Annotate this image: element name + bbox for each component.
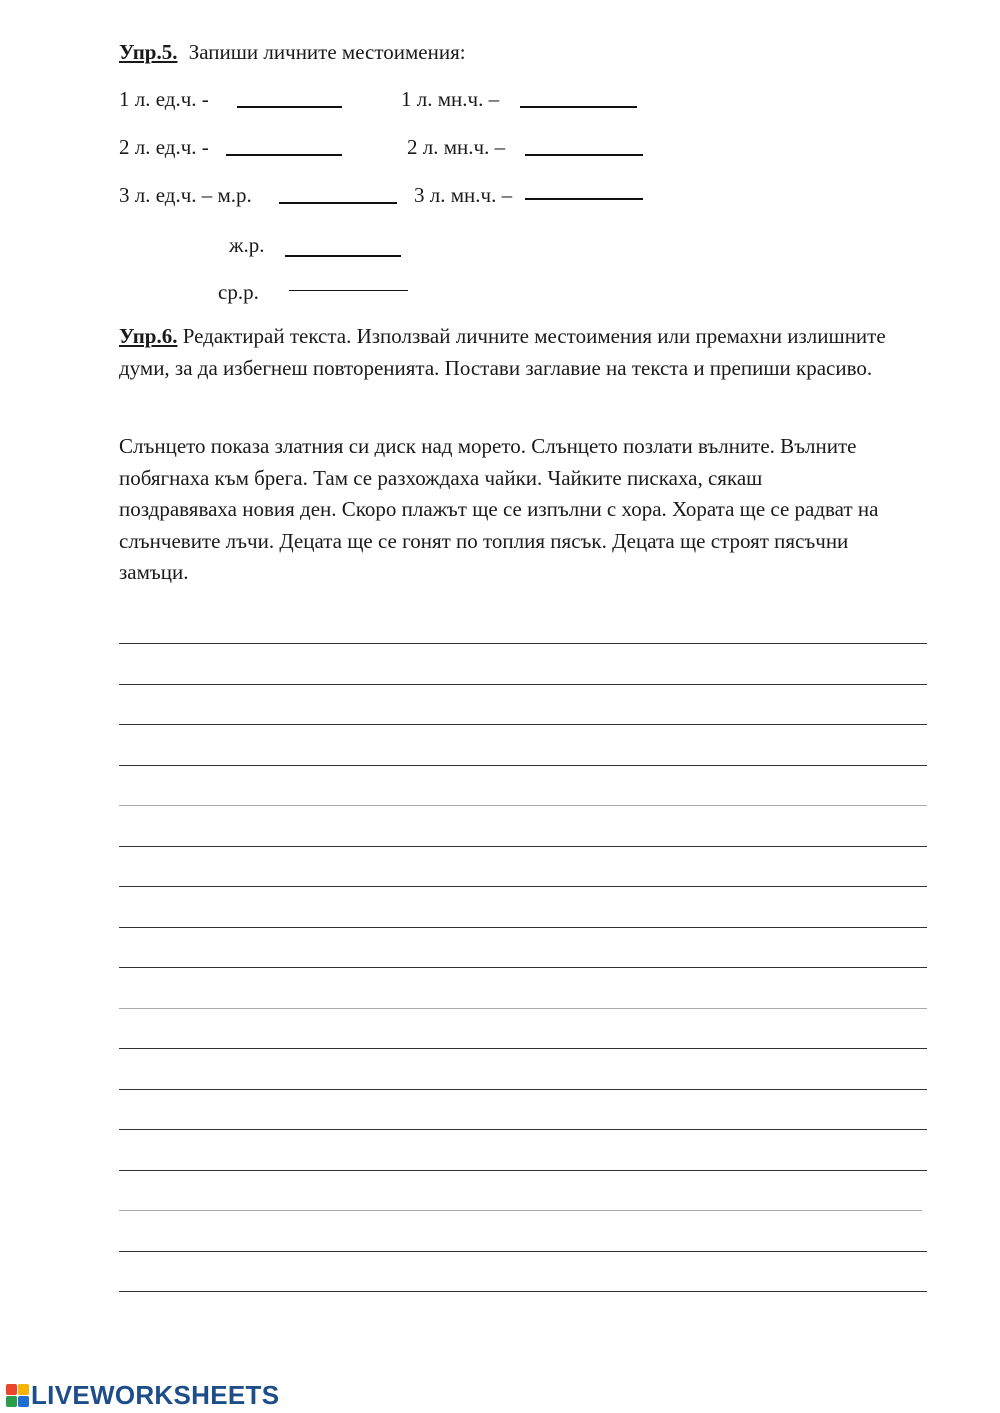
answer-blank-3l-fem[interactable] — [285, 255, 401, 257]
writing-line[interactable] — [119, 765, 927, 766]
brand-name: LIVEWORKSHEETS — [31, 1379, 280, 1410]
writing-line[interactable] — [119, 805, 927, 806]
row-neut-label: ср.р. — [218, 280, 259, 304]
writing-line[interactable] — [119, 927, 927, 928]
ex6-passage: Слънцето показа златния си диск над морето. Слънцето позлати вълните. Вълните побягнаха към брега. Там се разхождаха чайки. Чайките пискаха, сякаш поздравяваха новия ден. Скоро плажът ще се изпълни с хора. Хората ще се радват на слънчевите лъчи. Децата ще се гонят по топлия пясък. Децата ще строят пясъчни замъци. — [119, 434, 879, 584]
brand-block — [18, 1384, 29, 1395]
writing-line[interactable] — [119, 1089, 927, 1090]
writing-line[interactable] — [119, 967, 927, 968]
answer-blank-3l-neut[interactable] — [289, 290, 408, 291]
row-2l-plural-label: 2 л. мн.ч. – — [407, 135, 506, 159]
writing-line[interactable] — [119, 886, 927, 887]
writing-line[interactable] — [119, 846, 927, 847]
brand-block — [6, 1396, 17, 1407]
writing-line[interactable] — [119, 1048, 927, 1049]
writing-line[interactable] — [119, 1251, 927, 1252]
row-1l-plural-label: 1 л. мн.ч. – — [401, 87, 500, 111]
ex6-heading — [119, 321, 899, 384]
ex5-instruction: Запиши личните местоимения: — [188, 40, 466, 64]
ex6-label: Упр.6. — [119, 324, 178, 348]
ex5-heading — [119, 40, 466, 64]
answer-blank-3l-plural[interactable] — [525, 198, 643, 200]
row-1l-singular-label: 1 л. ед.ч. - — [119, 87, 209, 111]
writing-line[interactable] — [119, 1291, 927, 1292]
row-3l-singular-masc-label: 3 л. ед.ч. – м.р. — [119, 183, 252, 207]
answer-blank-2l-plural[interactable] — [525, 154, 643, 156]
writing-line[interactable] — [119, 1008, 927, 1009]
brand-block — [18, 1396, 29, 1407]
brand-blocks-icon — [6, 1384, 29, 1407]
writing-line[interactable] — [119, 1170, 927, 1171]
row-fem-label: ж.р. — [229, 233, 265, 257]
row-2l-singular-label: 2 л. ед.ч. - — [119, 135, 209, 159]
row-3l-plural-label: 3 л. мн.ч. – — [414, 183, 513, 207]
writing-line[interactable] — [119, 1129, 927, 1130]
writing-line[interactable] — [119, 1210, 922, 1211]
answer-blank-2l-singular[interactable] — [226, 154, 342, 156]
answer-blank-1l-singular[interactable] — [237, 106, 342, 108]
ex6-instruction: Редактирай текста. Използвай личните местоимения или премахни излишните думи, за да избегнеш повторенията. Постави заглавие на текста и препиши красиво. — [119, 324, 886, 380]
brand-block — [6, 1384, 17, 1395]
liveworksheets-logo — [6, 1380, 279, 1410]
ex5-label: Упр.5. — [119, 40, 178, 64]
writing-line[interactable] — [119, 684, 927, 685]
writing-line[interactable] — [119, 724, 927, 725]
answer-blank-1l-plural[interactable] — [520, 106, 637, 108]
answer-blank-3l-singular-masc[interactable] — [279, 202, 397, 204]
writing-line[interactable] — [119, 643, 927, 644]
